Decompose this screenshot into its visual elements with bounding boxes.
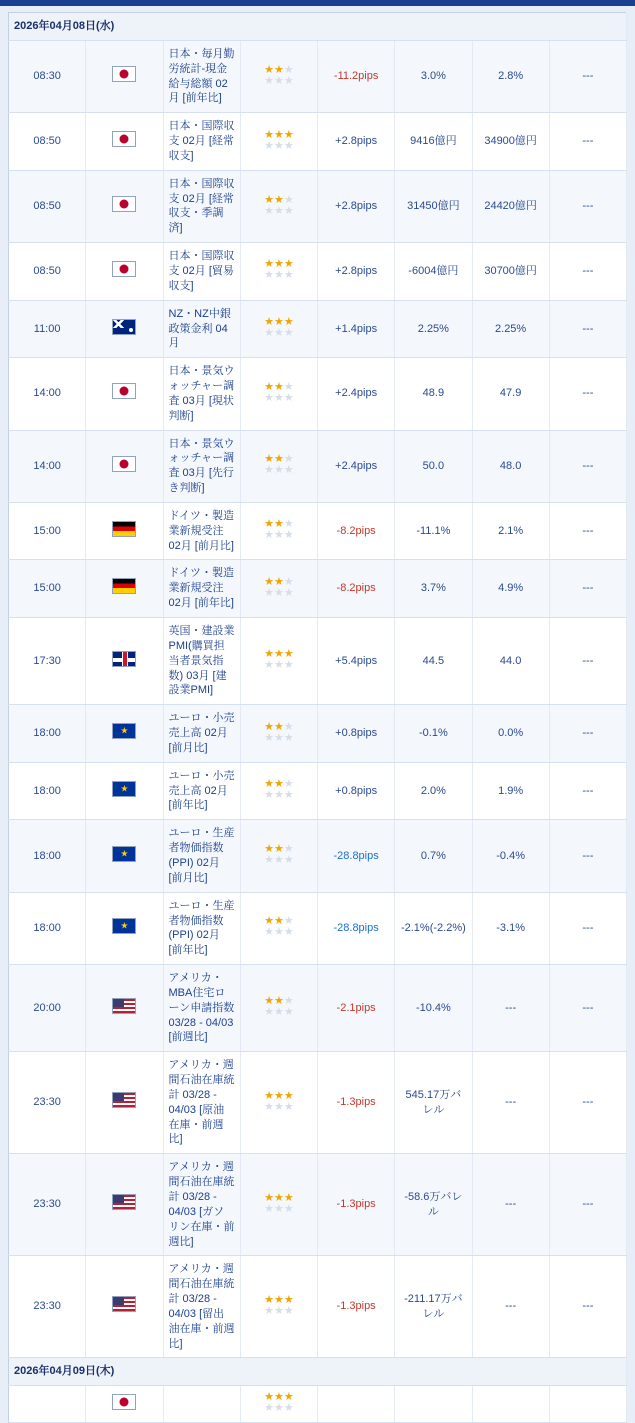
country-flag-cell xyxy=(86,965,163,1052)
date-label: 2026年04月09日(木) xyxy=(9,1358,627,1386)
forecast-value: -0.1% xyxy=(395,705,472,763)
result-value: --- xyxy=(549,1052,626,1154)
table-row[interactable] xyxy=(9,892,627,964)
result-value: --- xyxy=(549,40,626,112)
country-flag-cell xyxy=(86,502,163,560)
table-row[interactable] xyxy=(9,243,627,301)
result-value: --- xyxy=(549,560,626,618)
jp-flag-icon xyxy=(112,66,136,82)
event-name[interactable]: 日本・景気ウォッチャー調査 03月 [現状判断] xyxy=(163,358,240,430)
forecast-value: 31450億円 xyxy=(395,170,472,242)
country-flag-cell xyxy=(86,430,163,502)
importance-stars: ★★★ ★★★ xyxy=(240,430,317,502)
forecast-value: -2.1%(-2.2%) xyxy=(395,892,472,964)
importance-stars: ★★★ ★★★ xyxy=(240,820,317,892)
event-name[interactable]: 英国・建設業PMI(購買担当者景気指数) 03月 [建設業PMI] xyxy=(163,618,240,705)
event-name[interactable]: アメリカ・週間石油在庫統計 03/28 - 04/03 [ガソリン在庫・前週比] xyxy=(163,1154,240,1256)
forecast-value: -11.1% xyxy=(395,502,472,560)
expected-volatility-pips: +2.8pips xyxy=(318,113,395,171)
result-value: --- xyxy=(549,892,626,964)
previous-value: 44.0 xyxy=(472,618,549,705)
event-name[interactable]: ドイツ・製造業新規受注 02月 [前月比] xyxy=(163,502,240,560)
result-value: --- xyxy=(549,170,626,242)
table-row[interactable] xyxy=(9,965,627,1052)
expected-volatility-pips: -8.2pips xyxy=(318,502,395,560)
importance-stars: ★★★ ★★★ xyxy=(240,762,317,820)
event-name[interactable]: 日本・毎月勤労統計-現金給与総額 02月 [前年比] xyxy=(163,40,240,112)
table-row[interactable] xyxy=(9,170,627,242)
importance-stars: ★★★ ★★★ xyxy=(240,1154,317,1256)
us-flag-icon xyxy=(112,998,136,1014)
event-time: 08:50 xyxy=(9,113,86,171)
event-name[interactable]: 日本・国際収支 02月 [経常収支] xyxy=(163,113,240,171)
event-name[interactable]: ユーロ・小売売上高 02月 [前年比] xyxy=(163,762,240,820)
expected-volatility-pips: -2.1pips xyxy=(318,965,395,1052)
gb-flag-icon xyxy=(112,651,136,667)
importance-stars: ★★★ ★★★ xyxy=(240,560,317,618)
forecast-value: 3.0% xyxy=(395,40,472,112)
expected-volatility-pips: +0.8pips xyxy=(318,762,395,820)
calendar-body xyxy=(9,13,627,1423)
event-name[interactable]: アメリカ・週間石油在庫統計 03/28 - 04/03 [留出油在庫・前週比] xyxy=(163,1256,240,1358)
us-flag-icon xyxy=(112,1194,136,1210)
previous-value: 2.1% xyxy=(472,502,549,560)
economic-calendar-table xyxy=(8,12,627,1423)
forecast-value: -58.6万バレル xyxy=(395,1154,472,1256)
expected-volatility-pips: -28.8pips xyxy=(318,892,395,964)
importance-stars: ★★★ ★★★ xyxy=(240,1256,317,1358)
table-row[interactable] xyxy=(9,430,627,502)
economic-calendar-panel xyxy=(0,12,635,1423)
country-flag-cell xyxy=(86,892,163,964)
result-value: --- xyxy=(549,358,626,430)
jp-flag-icon xyxy=(112,1394,136,1410)
forecast-value: 2.0% xyxy=(395,762,472,820)
table-row[interactable] xyxy=(9,300,627,358)
result-value: --- xyxy=(549,705,626,763)
previous-value: --- xyxy=(472,965,549,1052)
expected-volatility-pips: -1.3pips xyxy=(318,1256,395,1358)
expected-volatility-pips: +0.8pips xyxy=(318,705,395,763)
country-flag-cell xyxy=(86,113,163,171)
result-value: --- xyxy=(549,300,626,358)
forecast-value: 9416億円 xyxy=(395,113,472,171)
country-flag-cell xyxy=(86,1154,163,1256)
forecast-value: 0.7% xyxy=(395,820,472,892)
calendar-date-header xyxy=(9,1358,627,1386)
previous-value: --- xyxy=(472,1052,549,1154)
event-time: 08:50 xyxy=(9,170,86,242)
previous-value: 2.25% xyxy=(472,300,549,358)
event-name[interactable]: 日本・国際収支 02月 [貿易収支] xyxy=(163,243,240,301)
eu-flag-icon xyxy=(112,723,136,739)
result-value: --- xyxy=(549,430,626,502)
event-time: 14:00 xyxy=(9,358,86,430)
expected-volatility-pips xyxy=(318,1386,395,1423)
expected-volatility-pips: +1.4pips xyxy=(318,300,395,358)
expected-volatility-pips: +2.4pips xyxy=(318,430,395,502)
previous-value: 48.0 xyxy=(472,430,549,502)
result-value: --- xyxy=(549,820,626,892)
de-flag-icon xyxy=(112,521,136,537)
country-flag-cell xyxy=(86,358,163,430)
previous-value: 30700億円 xyxy=(472,243,549,301)
previous-value: -3.1% xyxy=(472,892,549,964)
importance-stars: ★★★ ★★★ xyxy=(240,170,317,242)
expected-volatility-pips: -1.3pips xyxy=(318,1052,395,1154)
previous-value: 47.9 xyxy=(472,358,549,430)
previous-value: 34900億円 xyxy=(472,113,549,171)
previous-value: 2.8% xyxy=(472,40,549,112)
result-value: --- xyxy=(549,243,626,301)
expected-volatility-pips: -8.2pips xyxy=(318,560,395,618)
table-row[interactable] xyxy=(9,762,627,820)
expected-volatility-pips: -11.2pips xyxy=(318,40,395,112)
result-value: --- xyxy=(549,502,626,560)
event-time: 11:00 xyxy=(9,300,86,358)
result-value: --- xyxy=(549,762,626,820)
previous-value: 0.0% xyxy=(472,705,549,763)
country-flag-cell xyxy=(86,618,163,705)
importance-stars: ★★★ ★★★ xyxy=(240,618,317,705)
event-time: 20:00 xyxy=(9,965,86,1052)
country-flag-cell xyxy=(86,300,163,358)
forecast-value: -10.4% xyxy=(395,965,472,1052)
event-time: 23:30 xyxy=(9,1052,86,1154)
country-flag-cell xyxy=(86,1256,163,1358)
importance-stars: ★★★ ★★★ xyxy=(240,502,317,560)
result-value: --- xyxy=(549,965,626,1052)
result-value: --- xyxy=(549,1154,626,1256)
table-row[interactable] xyxy=(9,358,627,430)
table-row[interactable] xyxy=(9,502,627,560)
eu-flag-icon xyxy=(112,781,136,797)
event-name[interactable]: ユーロ・小売売上高 02月 [前月比] xyxy=(163,705,240,763)
country-flag-cell xyxy=(86,1052,163,1154)
event-name[interactable]: 日本・景気ウォッチャー調査 03月 [先行き判断] xyxy=(163,430,240,502)
importance-stars: ★★★ ★★★ xyxy=(240,243,317,301)
table-row[interactable] xyxy=(9,40,627,112)
importance-stars: ★★★ ★★★ xyxy=(240,358,317,430)
event-name[interactable]: ユーロ・生産者物価指数(PPI) 02月 [前月比] xyxy=(163,820,240,892)
us-flag-icon xyxy=(112,1296,136,1312)
forecast-value: -6004億円 xyxy=(395,243,472,301)
country-flag-cell xyxy=(86,170,163,242)
event-name[interactable]: 日本・国際収支 02月 [経常収支・季調済] xyxy=(163,170,240,242)
result-value: --- xyxy=(549,113,626,171)
forecast-value: 44.5 xyxy=(395,618,472,705)
expected-volatility-pips: -1.3pips xyxy=(318,1154,395,1256)
event-time xyxy=(9,1386,86,1423)
previous-value xyxy=(472,1386,549,1423)
importance-stars: ★★★ ★★★ xyxy=(240,1052,317,1154)
forecast-value: 3.7% xyxy=(395,560,472,618)
result-value xyxy=(549,1386,626,1423)
us-flag-icon xyxy=(112,1092,136,1108)
event-time: 08:30 xyxy=(9,40,86,112)
country-flag-cell xyxy=(86,1386,163,1423)
eu-flag-icon xyxy=(112,918,136,934)
au-flag-icon xyxy=(112,319,136,335)
forecast-value: 545.17万バレル xyxy=(395,1052,472,1154)
forecast-value xyxy=(395,1386,472,1423)
previous-value: 24420億円 xyxy=(472,170,549,242)
country-flag-cell xyxy=(86,820,163,892)
event-time: 15:00 xyxy=(9,560,86,618)
expected-volatility-pips: +2.4pips xyxy=(318,358,395,430)
event-time: 14:00 xyxy=(9,430,86,502)
country-flag-cell xyxy=(86,762,163,820)
table-row[interactable] xyxy=(9,113,627,171)
event-name[interactable]: アメリカ・MBA住宅ローン申請指数 03/28 - 04/03 [前週比] xyxy=(163,965,240,1052)
result-value: --- xyxy=(549,1256,626,1358)
event-time: 23:30 xyxy=(9,1154,86,1256)
forecast-value: 2.25% xyxy=(395,300,472,358)
importance-stars: ★★★ ★★★ xyxy=(240,300,317,358)
table-row[interactable] xyxy=(9,820,627,892)
previous-value: --- xyxy=(472,1256,549,1358)
importance-stars: ★★★ ★★★ xyxy=(240,113,317,171)
event-time: 18:00 xyxy=(9,820,86,892)
importance-stars: ★★★ ★★★ xyxy=(240,965,317,1052)
previous-value: 1.9% xyxy=(472,762,549,820)
de-flag-icon xyxy=(112,578,136,594)
previous-value: 4.9% xyxy=(472,560,549,618)
importance-stars: ★★★ ★★★ xyxy=(240,892,317,964)
event-time: 18:00 xyxy=(9,705,86,763)
forecast-value: -211.17万バレル xyxy=(395,1256,472,1358)
event-name[interactable]: NZ・NZ中銀政策金利 04月 xyxy=(163,300,240,358)
expected-volatility-pips: +5.4pips xyxy=(318,618,395,705)
event-time: 18:00 xyxy=(9,762,86,820)
jp-flag-icon xyxy=(112,456,136,472)
eu-flag-icon xyxy=(112,846,136,862)
jp-flag-icon xyxy=(112,261,136,277)
event-name[interactable]: ユーロ・生産者物価指数(PPI) 02月 [前年比] xyxy=(163,892,240,964)
forecast-value: 48.9 xyxy=(395,358,472,430)
calendar-date-header xyxy=(9,13,627,41)
table-row[interactable] xyxy=(9,1256,627,1358)
event-name[interactable]: ドイツ・製造業新規受注 02月 [前年比] xyxy=(163,560,240,618)
forecast-value: 50.0 xyxy=(395,430,472,502)
event-time: 17:30 xyxy=(9,618,86,705)
jp-flag-icon xyxy=(112,131,136,147)
event-name[interactable]: アメリカ・週間石油在庫統計 03/28 - 04/03 [原油在庫・前週比] xyxy=(163,1052,240,1154)
country-flag-cell xyxy=(86,705,163,763)
event-time: 08:50 xyxy=(9,243,86,301)
expected-volatility-pips: +2.8pips xyxy=(318,170,395,242)
importance-stars: ★★★ ★★★ xyxy=(240,705,317,763)
table-row[interactable] xyxy=(9,1052,627,1154)
expected-volatility-pips: +2.8pips xyxy=(318,243,395,301)
importance-stars: ★★★ ★★★ xyxy=(240,40,317,112)
previous-value: --- xyxy=(472,1154,549,1256)
table-row[interactable] xyxy=(9,1154,627,1256)
country-flag-cell xyxy=(86,243,163,301)
date-label: 2026年04月08日(水) xyxy=(9,13,627,41)
expected-volatility-pips: -28.8pips xyxy=(318,820,395,892)
jp-flag-icon xyxy=(112,383,136,399)
event-time: 15:00 xyxy=(9,502,86,560)
jp-flag-icon xyxy=(112,196,136,212)
event-time: 18:00 xyxy=(9,892,86,964)
table-row[interactable] xyxy=(9,560,627,618)
importance-stars: ★★★ ★★★ xyxy=(240,1386,317,1423)
country-flag-cell xyxy=(86,40,163,112)
table-row[interactable] xyxy=(9,618,627,705)
country-flag-cell xyxy=(86,560,163,618)
event-time: 23:30 xyxy=(9,1256,86,1358)
result-value: --- xyxy=(549,618,626,705)
table-row[interactable] xyxy=(9,1386,627,1423)
previous-value: -0.4% xyxy=(472,820,549,892)
event-name[interactable] xyxy=(163,1386,240,1423)
table-row[interactable] xyxy=(9,705,627,763)
